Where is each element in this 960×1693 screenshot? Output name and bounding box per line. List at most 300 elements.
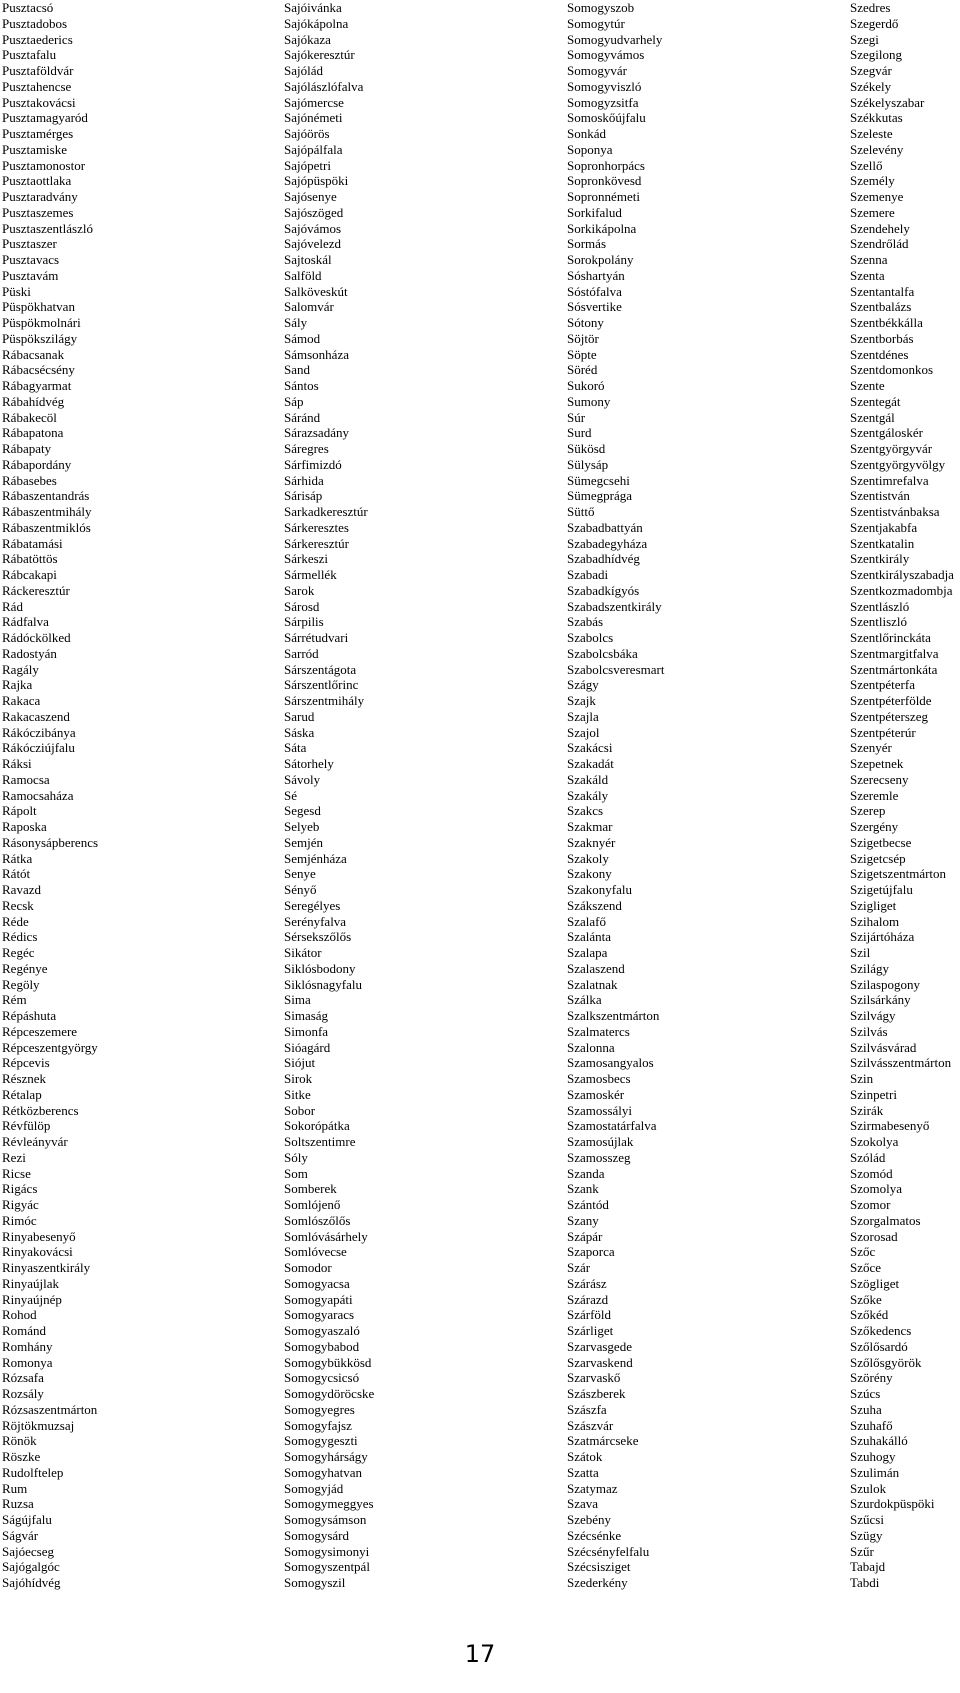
place-name-entry: Serényfalva [284, 913, 347, 929]
place-name-entry: Szuhakálló [850, 1433, 908, 1449]
place-name-entry: Somogysámson [284, 1512, 367, 1527]
place-name-entry: Szalapa [567, 945, 608, 960]
place-name-entry: Sümegprága [567, 488, 632, 504]
place-name-entry: Románd [2, 1323, 47, 1338]
place-name-entry: Simonfa [284, 1023, 329, 1039]
place-name-entry: Tabdi [850, 1575, 880, 1590]
place-name-entry: Szőce [850, 1260, 882, 1275]
place-name-entry: Somogyvár [567, 63, 627, 78]
place-name-entry: Rakacaszend [2, 708, 70, 724]
place-name-entry: Sorkifalud [567, 204, 622, 220]
place-name-entry: Sajóvelezd [284, 236, 342, 252]
place-name-entry: Somogyszob [567, 0, 635, 15]
place-name-entry: Sajóivánka [284, 0, 342, 15]
place-name-entry: Szentistvánbaksa [850, 504, 940, 519]
place-name-entry: Pusztavám [2, 267, 59, 283]
place-name-entry: Szátok [567, 1449, 603, 1464]
place-name-entry: Szentimrefalva [850, 472, 929, 488]
place-name-entry: Szajol [567, 724, 600, 740]
place-name-entry: Szepetnek [850, 756, 904, 771]
place-name-entry: Szergény [850, 819, 899, 834]
place-name-entry: Pusztahencse [2, 78, 72, 94]
place-name-entry: Szabolcsveresmart [567, 661, 665, 677]
place-name-entry: Pusztavacs [2, 252, 60, 267]
place-name-entry: Répcevis [2, 1055, 50, 1071]
place-name-entry: Sajónémeti [284, 110, 343, 126]
place-name-entry: Szamossályi [567, 1102, 632, 1118]
place-name-entry: Szűr [850, 1543, 874, 1559]
place-name-entry: Salföld [284, 267, 322, 283]
place-name-entry: Rádóckölked [2, 630, 71, 645]
place-name-entry: Szigetcsép [850, 850, 906, 866]
place-name-entry: Rátót [2, 866, 31, 882]
place-name-entry: Somodor [284, 1260, 332, 1275]
place-name-entry: Rásonysápberencs [2, 834, 99, 850]
place-name-entry: Selyeb [284, 819, 320, 834]
place-name-entry: Szentegát [850, 393, 901, 409]
place-name-entry: Szentpéterfa [850, 677, 915, 693]
place-name-column-1 [2, 0, 98, 1591]
place-name-entry: Sümegcsehi [567, 472, 630, 488]
place-name-entry: Révfülöp [2, 1118, 51, 1134]
place-name-entry: Somogyvámos [567, 47, 645, 63]
place-name-entry: Somogysimonyi [284, 1543, 370, 1559]
place-name-entry: Sáregres [284, 441, 329, 456]
place-name-entry: Söjtör [567, 330, 599, 346]
place-name-entry: Szil [850, 945, 871, 960]
place-name-entry: Szentbalázs [850, 299, 912, 315]
place-name-entry: Szentbékkálla [850, 315, 923, 330]
place-name-entry: Sajtoskál [284, 252, 332, 267]
place-name-entry: Regéc [2, 945, 35, 960]
place-name-entry: Röszke [2, 1449, 41, 1464]
place-name-entry: Szenyér [850, 740, 892, 756]
place-name-entry: Sajógalgóc [2, 1559, 60, 1575]
place-name-entry: Szerep [850, 803, 886, 819]
place-name-entry: Rábagyarmat [2, 378, 72, 393]
place-name-entry: Sárpilis [284, 614, 324, 630]
place-name-entry: Sótony [567, 315, 604, 330]
place-name-entry: Szentgyörgyvár [850, 441, 933, 456]
place-name-entry: Szuha [850, 1401, 882, 1417]
place-name-entry: Szentdénes [850, 346, 909, 362]
place-name-entry: Sajókeresztúr [284, 47, 355, 63]
place-name-entry: Szaporca [567, 1244, 615, 1260]
place-name-entry: Püspökmolnári [2, 315, 81, 330]
place-name-entry: Sáp [284, 393, 304, 409]
place-name-entry: Szentpéterszeg [850, 708, 928, 724]
place-name-entry: Rábaszentmiklós [2, 519, 91, 535]
place-name-entry: Szalkszentmárton [567, 1008, 660, 1023]
place-name-entry: Szécsényfelfalu [567, 1543, 650, 1559]
place-name-column-4 [850, 0, 954, 1591]
place-name-entry: Ságújfalu [2, 1512, 52, 1527]
place-name-entry: Szamoskér [567, 1086, 625, 1102]
place-name-entry: Rábatöttös [2, 551, 58, 567]
place-name-entry: Szerecseny [850, 771, 909, 787]
place-name-entry: Sántos [284, 378, 319, 393]
place-name-entry: Rábakecöl [2, 409, 57, 425]
place-name-entry: Szendehely [850, 220, 910, 236]
place-name-entry: Sávoly [284, 771, 321, 787]
place-name-entry: Somogyhatvan [284, 1464, 362, 1480]
place-name-entry: Somogyszil [284, 1575, 346, 1590]
place-name-entry: Rápolt [2, 803, 37, 819]
place-name-entry: Szárföld [567, 1307, 612, 1323]
place-name-entry: Szegilong [850, 47, 902, 63]
place-name-entry: Sobor [284, 1102, 316, 1118]
place-name-entry: Sajóhídvég [2, 1575, 61, 1590]
place-name-entry: Szákszend [567, 897, 622, 913]
place-name-entry: Szécsénke [567, 1527, 622, 1543]
place-name-entry: Sé [284, 787, 297, 803]
place-name-entry: Répáshuta [2, 1008, 57, 1023]
place-name-entry: Rétközberencs [2, 1102, 79, 1118]
place-name-entry: Rinyakovácsi [2, 1244, 73, 1260]
place-name-entry: Szalmatercs [567, 1023, 630, 1039]
place-name-entry: Rimóc [2, 1212, 37, 1228]
place-name-entry: Sükösd [567, 441, 606, 456]
place-name-entry: Szilvágy [850, 1008, 896, 1023]
place-name-entry: Szomolya [850, 1181, 902, 1197]
place-name-entry: Szegvár [850, 63, 892, 78]
place-name-entry: Szúcs [850, 1386, 881, 1401]
place-name-entry: Somlóvecse [284, 1244, 347, 1260]
place-name-entry: Szamosangyalos [567, 1055, 654, 1071]
place-name-column-2 [284, 0, 374, 1591]
place-name-entry: Somogyaracs [284, 1307, 355, 1323]
place-name-entry: Siklósnagyfalu [284, 976, 362, 992]
place-name-entry: Röjtökmuzsaj [2, 1417, 75, 1433]
place-name-entry: Sorokpolány [567, 252, 634, 267]
place-name-entry: Sajólád [284, 63, 323, 78]
place-name-entry: Semjénháza [284, 850, 347, 866]
place-name-entry: Regöly [2, 976, 40, 992]
place-name-entry: Szár [567, 1260, 591, 1275]
place-name-entry: Szabadhídvég [567, 551, 640, 567]
place-name-entry: Somogyaszaló [284, 1323, 360, 1338]
place-name-entry: Ragály [2, 661, 39, 677]
place-name-entry: Somogyacsa [284, 1275, 350, 1291]
place-name-entry: Salomvár [284, 299, 334, 315]
place-name-entry: Pusztaszer [2, 236, 57, 252]
place-name-entry: Püski [2, 283, 31, 299]
place-name-entry: Söpte [567, 346, 597, 362]
place-name-entry: Somogybükkösd [284, 1354, 372, 1370]
place-name-entry: Sopronnémeti [567, 189, 640, 204]
place-name-entry: Somogyfajsz [284, 1417, 352, 1433]
place-name-entry: Szulimán [850, 1464, 900, 1480]
place-name-entry: Sopronhorpács [567, 157, 645, 173]
place-name-entry: Szeleste [850, 126, 893, 141]
place-name-entry: Szemere [850, 204, 895, 220]
place-name-entry: Somogyhárságy [284, 1449, 368, 1464]
place-name-entry: Sarkadkeresztúr [284, 504, 368, 519]
place-name-entry: Sáta [284, 740, 307, 756]
place-name-entry: Szarvasgede [567, 1338, 632, 1354]
place-name-entry: Sarród [284, 645, 319, 661]
place-name-entry: Sámod [284, 330, 321, 346]
place-name-entry: Szentgyörgyvölgy [850, 456, 946, 472]
place-name-entry: Somogybabod [284, 1338, 360, 1354]
place-name-entry: Szentantalfa [850, 283, 915, 299]
place-name-entry: Székely [850, 78, 892, 94]
place-name-entry: Réde [2, 913, 29, 929]
place-name-entry: Szentliszló [850, 614, 908, 630]
place-name-entry: Sukoró [567, 378, 605, 393]
place-name-entry: Szőc [850, 1244, 876, 1260]
place-name-entry: Szabadbattyán [567, 519, 643, 535]
place-name-entry: Szatymaz [567, 1480, 618, 1496]
place-name-entry: Szentkozmadombja [850, 582, 953, 598]
place-name-entry: Sárosd [284, 598, 320, 614]
place-name-entry: Szakadát [567, 756, 614, 771]
place-name-entry: Rábapatona [2, 425, 64, 441]
place-name-entry: Somogydöröcske [284, 1386, 375, 1401]
place-name-entry: Sárazsadány [284, 425, 349, 441]
place-name-entry: Sikátor [284, 945, 322, 960]
place-name-entry: Szabadkígyós [567, 582, 640, 598]
place-name-entry: Ramocsa [2, 771, 50, 787]
place-name-entry: Romonya [2, 1354, 53, 1370]
place-name-entry: Rakaca [2, 693, 41, 708]
place-name-entry: Sárszentágota [284, 661, 357, 677]
place-name-entry: Szarvaskend [567, 1354, 633, 1370]
place-name-entry: Pusztacsó [2, 0, 54, 15]
place-name-entry: Ságvár [2, 1527, 39, 1543]
place-name-entry: Sárszentmihály [284, 693, 365, 708]
place-name-entry: Semjén [284, 834, 323, 850]
place-name-entry: Rábacsécsény [2, 362, 75, 378]
place-name-entry: Ruzsa [2, 1496, 34, 1512]
place-name-entry: Sárkeresztúr [284, 535, 349, 551]
place-name-entry: Sajókaza [284, 31, 331, 47]
place-name-entry: Sand [284, 362, 310, 378]
place-name-entry: Rétalap [2, 1086, 42, 1102]
place-name-entry: Sárkeszi [284, 551, 329, 567]
place-name-entry: Szamostatárfalva [567, 1118, 657, 1134]
place-name-entry: Sárhida [284, 472, 324, 488]
place-name-entry: Szajla [567, 708, 599, 724]
place-name-entry: Rákóczibánya [2, 724, 76, 740]
place-name-entry: Rábatamási [2, 535, 63, 551]
place-name-entry: Szentdomonkos [850, 362, 934, 378]
place-name-entry: Sáránd [284, 409, 321, 425]
place-name-entry: Szany [567, 1212, 599, 1228]
place-name-entry: Sajóecseg [2, 1543, 54, 1559]
place-name-entry: Sajóvámos [284, 220, 342, 236]
place-name-entry: Regénye [2, 960, 48, 976]
place-name-entry: Szemenye [850, 189, 904, 204]
place-name-entry: Szentkatalin [850, 535, 915, 551]
place-name-entry: Szügy [850, 1527, 883, 1543]
place-name-entry: Sokorópátka [284, 1118, 350, 1134]
page-number: 17 [464, 1640, 496, 1668]
place-name-entry: Siklósbodony [284, 960, 356, 976]
place-name-entry: Somogyviszló [567, 78, 642, 94]
place-name-entry: Rinyabesenyő [2, 1228, 76, 1244]
place-name-entry: Rádfalva [2, 614, 49, 630]
place-name-entry: Szentjakabfa [850, 519, 918, 535]
place-name-entry: Szálka [567, 992, 602, 1008]
place-name-entry: Révleányvár [2, 1134, 68, 1149]
place-name-entry: Sérsekszőlős [284, 929, 352, 945]
place-name-entry: Sumony [567, 393, 611, 409]
place-name-entry: Sáska [284, 724, 315, 740]
place-name-entry: Sámsonháza [284, 346, 349, 362]
place-name-entry: Szentistván [850, 488, 910, 504]
place-name-entry: Szanda [567, 1165, 605, 1181]
place-name-entry: Pusztaszentlászló [2, 220, 93, 236]
place-name-entry: Somogyapáti [284, 1291, 353, 1307]
place-name-entry: Somogyegres [284, 1401, 355, 1417]
place-name-entry: Sajópálfala [284, 141, 343, 157]
place-name-entry: Szank [567, 1181, 599, 1197]
place-name-entry: Szatta [567, 1464, 599, 1480]
place-name-entry: Rinyaszentkirály [2, 1260, 91, 1275]
place-name-entry: Sóstófalva [567, 283, 622, 299]
place-name-entry: Pusztafalu [2, 47, 57, 63]
place-name-entry: Senye [284, 866, 316, 882]
place-name-entry: Rinyaújnép [2, 1291, 62, 1307]
place-name-entry: Rábasebes [2, 472, 57, 488]
place-name-entry: Szakonyfalu [567, 882, 632, 897]
place-name-entry: Szigliget [850, 897, 897, 913]
place-name-entry: Sárfimizdó [284, 456, 342, 472]
place-name-entry: Recsk [2, 897, 34, 913]
place-name-entry: Szentmargitfalva [850, 645, 939, 661]
place-name-entry: Somogyszentpál [284, 1559, 370, 1575]
place-name-entry: Szentpéterfölde [850, 693, 932, 708]
place-name-entry: Sajósenye [284, 189, 337, 204]
place-name-entry: Rábaszentandrás [2, 488, 90, 504]
place-name-entry: Szarvaskő [567, 1370, 621, 1386]
place-name-entry: Szakony [567, 866, 612, 882]
place-name-entry: Pusztamiske [2, 141, 67, 157]
place-name-entry: Szirák [850, 1102, 884, 1118]
place-name-entry: Pusztamonostor [2, 157, 86, 173]
place-name-entry: Rákócziújfalu [2, 740, 75, 756]
place-name-entry: Sárisáp [284, 488, 323, 504]
place-name-entry: Sonkád [567, 126, 606, 141]
place-name-entry: Rezi [2, 1149, 26, 1165]
place-name-entry: Sajólászlófalva [284, 78, 364, 94]
place-name-entry: Rém [2, 992, 27, 1008]
place-name-entry: Pusztaederics [2, 31, 73, 47]
place-name-entry: Szentborbás [850, 330, 914, 346]
place-name-entry: Szokolya [850, 1134, 899, 1149]
place-name-entry: Ráksi [2, 756, 32, 771]
place-name-entry: Sarud [284, 708, 315, 724]
place-name-entry: Sarok [284, 582, 315, 598]
place-name-entry: Szilvásvárad [850, 1039, 917, 1055]
place-name-entry: Szőkéd [850, 1307, 889, 1323]
place-name-entry: Pusztamagyaród [2, 110, 88, 126]
place-name-entry: Rajka [2, 677, 33, 693]
place-name-entry: Rátka [2, 850, 33, 866]
place-name-entry: Szárazd [567, 1291, 609, 1307]
place-name-entry: Szulok [850, 1480, 887, 1496]
place-name-entry: Szendrőlád [850, 236, 909, 252]
place-name-entry: Szederkény [567, 1575, 628, 1590]
place-name-entry: Szelevény [850, 141, 904, 157]
place-name-entry: Salköveskút [284, 283, 348, 299]
place-name-entry: Szentmártonkáta [850, 661, 938, 677]
place-name-entry: Szabolcsbáka [567, 645, 638, 661]
place-name-entry: Rigács [2, 1181, 38, 1197]
place-name-entry: Rum [2, 1480, 28, 1496]
place-name-entry: Szabadszentkirály [567, 598, 662, 614]
place-name-entry: Radostyán [2, 645, 57, 661]
place-name-entry: Szigetbecse [850, 834, 912, 850]
place-name-entry: Szalánta [567, 929, 612, 945]
place-name-entry: Rinyaújlak [2, 1275, 60, 1291]
place-name-entry: Sajóörös [284, 126, 330, 141]
place-name-entry: Sima [284, 992, 311, 1008]
place-name-entry: Szécsisziget [567, 1559, 631, 1575]
place-name-entry: Rábapaty [2, 441, 52, 456]
place-name-entry: Sóly [284, 1149, 308, 1165]
place-name-entry: Sajópetri [284, 157, 331, 173]
place-name-entry: Szászfa [567, 1401, 607, 1417]
place-name-entry: Szellő [850, 157, 883, 173]
place-name-entry: Szászberek [567, 1386, 626, 1401]
place-name-entry: Szedres [850, 0, 891, 15]
place-name-entry: Szuhafő [850, 1417, 893, 1433]
place-name-entry: Ricse [2, 1165, 31, 1181]
place-name-entry: Répceszentgyörgy [2, 1039, 98, 1055]
place-name-entry: Szuhogy [850, 1449, 896, 1464]
place-name-entry: Szenna [850, 252, 888, 267]
place-name-entry: Sülysáp [567, 456, 609, 472]
place-name-entry: Ravazd [2, 882, 41, 897]
place-name-entry: Somogysárd [284, 1527, 349, 1543]
place-name-entry: Somlóvásárhely [284, 1228, 368, 1244]
place-name-entry: Somoskőújfalu [567, 110, 646, 126]
place-name-entry: Somlószőlős [284, 1212, 351, 1228]
place-name-entry: Sármellék [284, 567, 337, 582]
place-name-entry: Rábahídvég [2, 393, 65, 409]
place-name-entry: Szomor [850, 1197, 891, 1212]
place-name-entry: Szápár [567, 1228, 603, 1244]
place-name-entry: Szigetújfalu [850, 882, 913, 897]
place-name-entry: Szakácsi [567, 740, 613, 756]
place-name-entry: Romhány [2, 1338, 53, 1354]
place-name-entry: Szűcsi [850, 1512, 884, 1527]
place-name-entry: Rózsafa [2, 1370, 44, 1386]
place-name-entry: Szentkirály [850, 551, 910, 567]
place-name-entry: Pusztaszemes [2, 204, 74, 220]
place-name-entry: Rábapordány [2, 456, 72, 472]
place-name-entry: Szakály [567, 787, 609, 803]
place-name-entry: Szakcs [567, 803, 604, 819]
place-name-entry: Somogygeszti [284, 1433, 358, 1449]
place-name-entry: Somogymeggyes [284, 1496, 374, 1512]
place-name-entry: Seregélyes [284, 897, 341, 913]
place-name-entry: Szente [850, 378, 885, 393]
place-name-entry: Sárszentlőrinc [284, 677, 359, 693]
place-name-entry: Som [284, 1165, 308, 1181]
place-name-entry: Tabajd [850, 1559, 886, 1575]
place-name-entry: Résznek [2, 1071, 47, 1086]
place-name-entry: Sárrétudvari [284, 630, 349, 645]
place-name-entry: Szalaszend [567, 960, 625, 976]
place-name-entry: Szalafő [567, 913, 606, 929]
place-name-entry: Süttő [567, 504, 595, 519]
place-name-entry: Pusztakovácsi [2, 94, 76, 110]
place-name-entry: Somogyzsitfa [567, 94, 639, 110]
place-name-entry: Szomód [850, 1165, 893, 1181]
